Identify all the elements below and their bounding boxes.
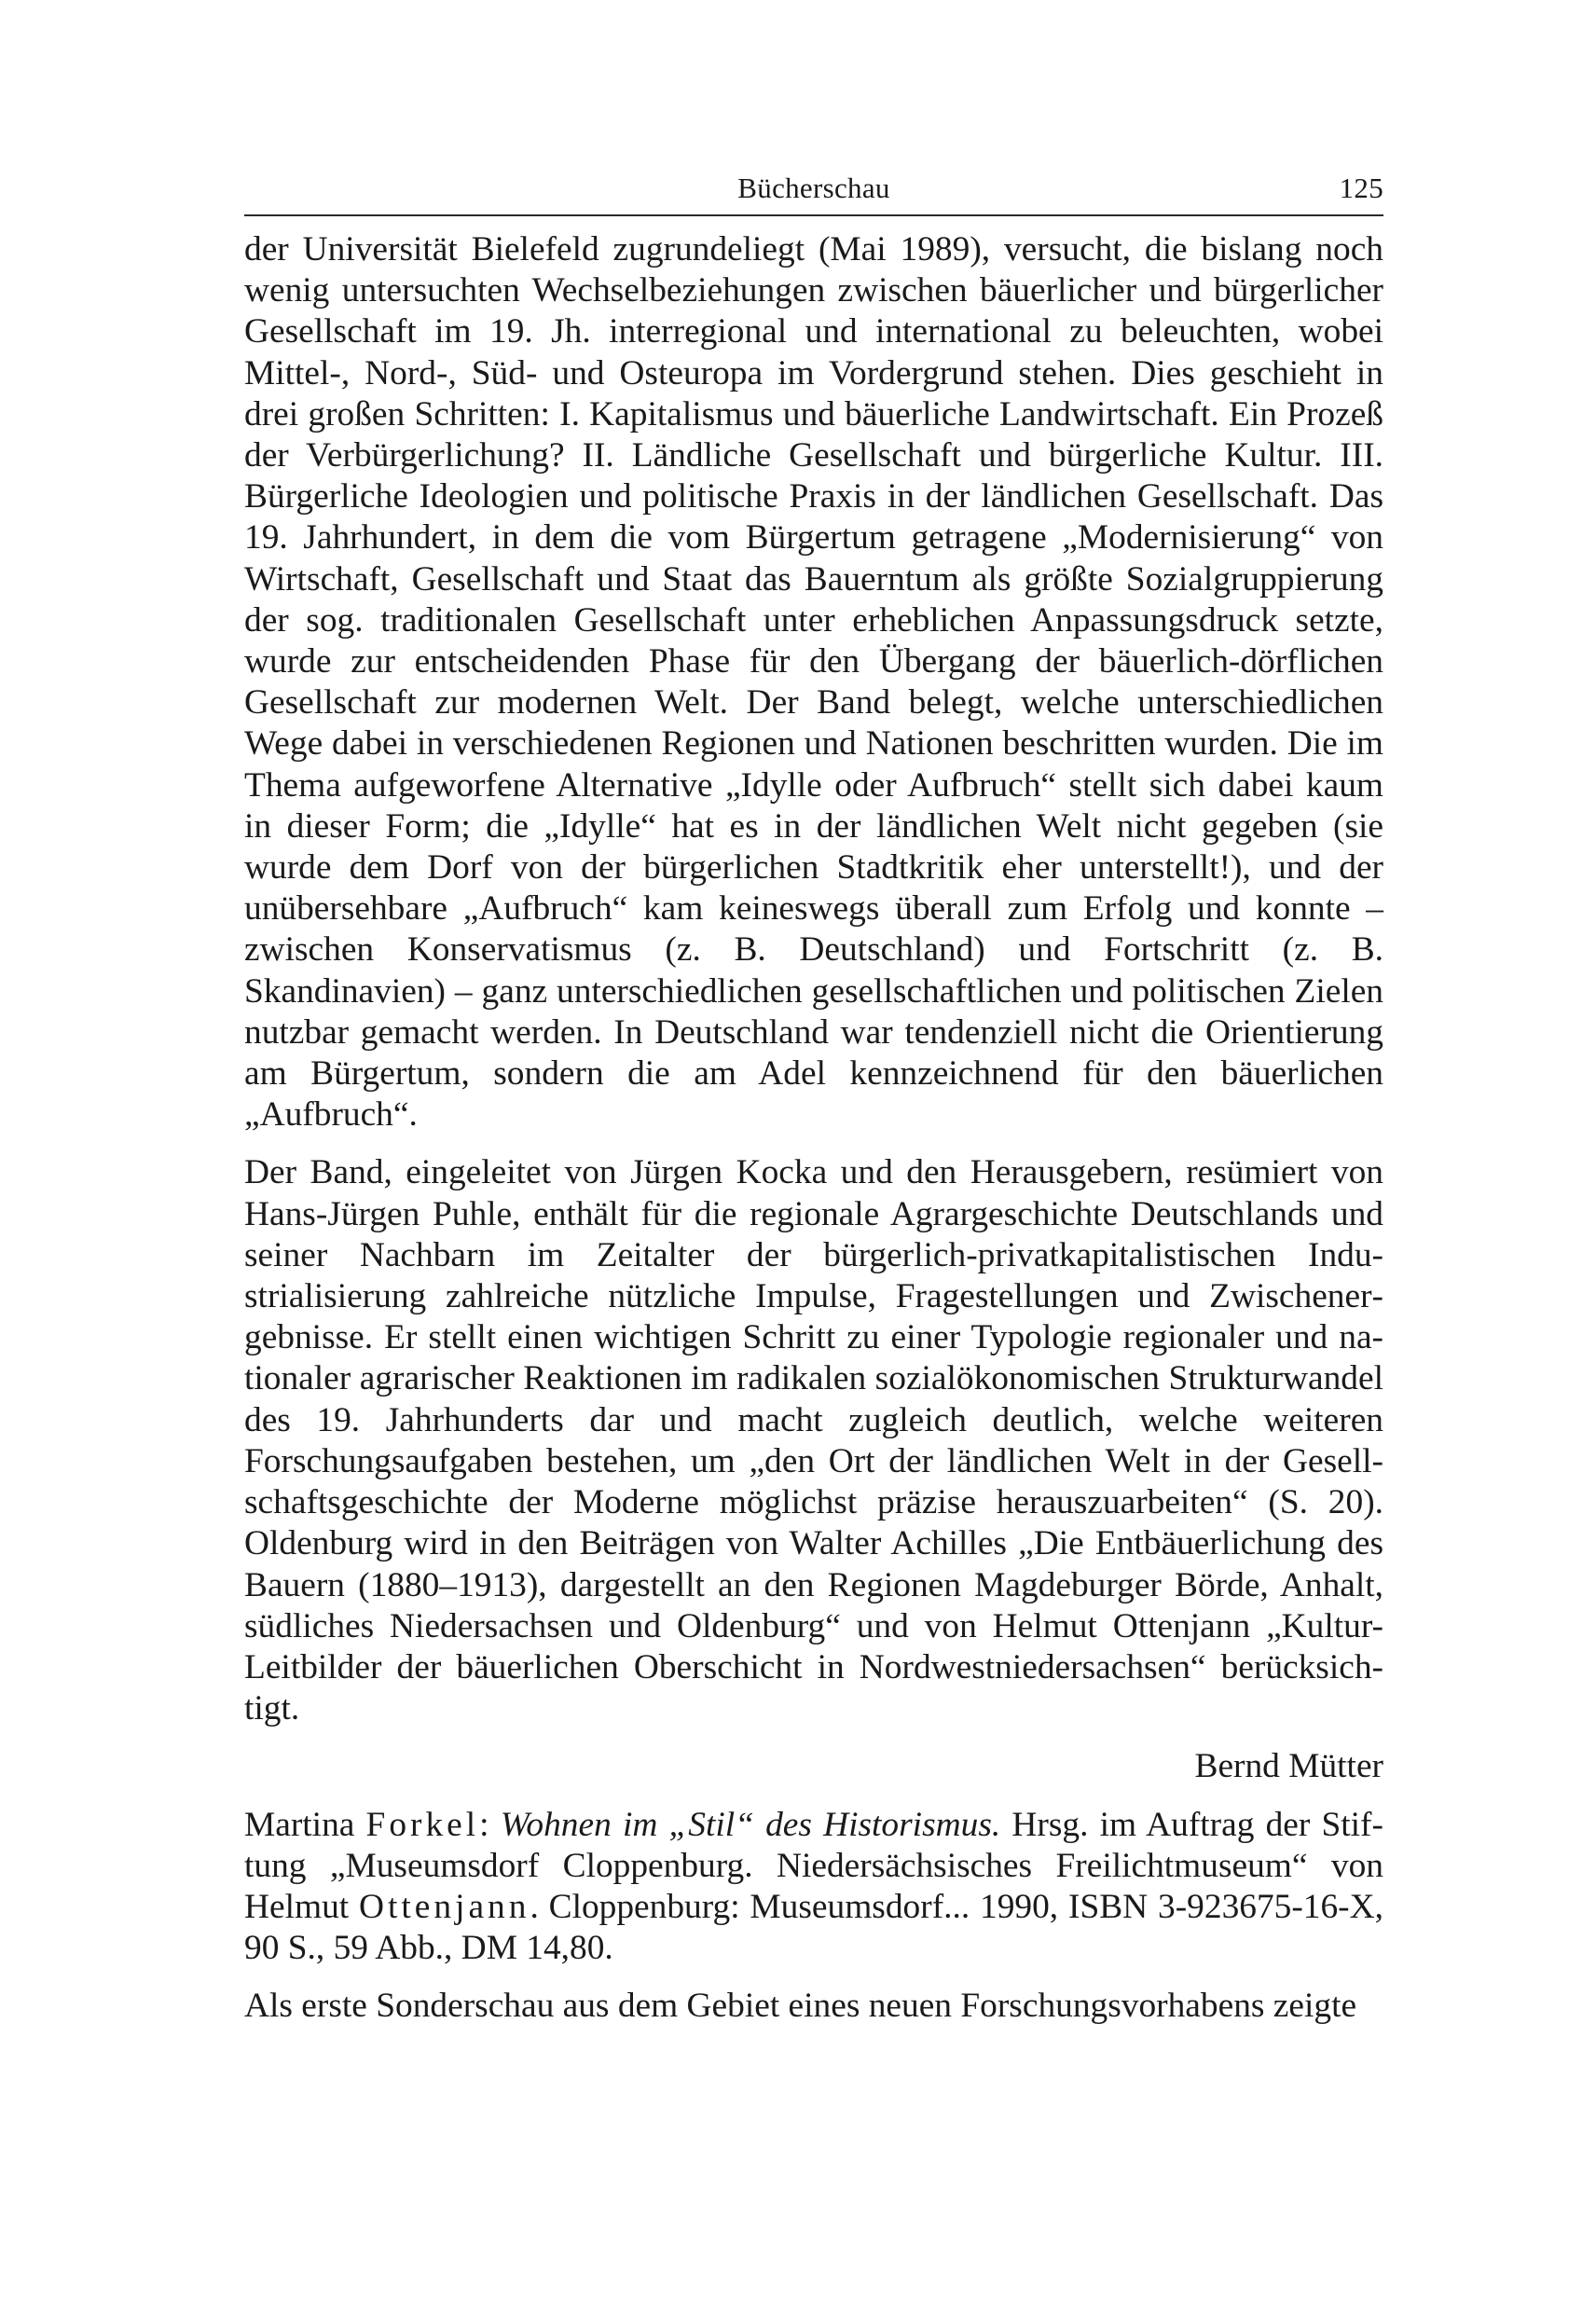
body-text bbox=[244, 229, 1383, 2028]
paragraph-1: der Universität Bielefeld zugrundeliegt (Mai 1989), versucht, die bislang noch wenig untersuchten Wechselbeziehungen zwischen bäuerlicher und bürgerlicher Gesellschaft im 19. Jh. interregional und international zu beleuchten, wobei Mittel-, Nord-, Süd- und Osteuropa im Vordergrund stehen. Dies geschieht in drei großen Schritten: I. Kapitalismus und bäuerliche Landwirtschaft. Ein Prozeß der Verbürgerlichung? II. Ländliche Gesellschaft und bürgerliche Kultur. III. Bürgerliche Ideologien und politische Praxis in der ländlichen Gesellschaft. Das 19. Jahrhundert, in dem die vom Bürgertum getragene „Modernisierung“ von Wirtschaft, Gesellschaft und Staat das Bauerntum als größte Sozialgruppierung der sog. traditionalen Gesellschaft unter erheblichen Anpassungsdruck setzte, wurde zur entscheidenden Phase für den Übergang der bäuerlich-dörflichen Gesellschaft zur modernen Welt. Der Band belegt, welche unterschiedlichen Wege dabei in verschiedenen Regionen und Nationen beschritten wurden. Die im Thema aufgeworfene Alternative „Idylle oder Aufbruch“ stellt sich dabei kaum in dieser Form; die „Idylle“ hat es in der ländlichen Welt nicht gegeben (sie wurde dem Dorf von der bürgerlichen Stadtkritik eher unterstellt!), und der unübersehbare „Aufbruch“ kam keineswegs überall zum Erfolg und konnte – zwischen Konservatismus (z. B. Deutschland) und Fortschritt (z. B. Skandinavien) – ganz unterschiedlichen gesellschaftlichen und politischen Zielen nutzbar gemacht werden. In Deutschland war tendenziell nicht die Orientierung am Bürgertum, sondern die am Adel kennzeichnend für den bäuerlichen „Aufbruch“. bbox=[244, 230, 1383, 1135]
review-author-last: Forkel bbox=[365, 1805, 480, 1844]
review-editor-last: Ottenjann bbox=[359, 1887, 530, 1926]
review-author-first: Martina bbox=[244, 1805, 355, 1844]
paragraph-2: Der Band, eingeleitet von Jürgen Kocka und den Herausgebern, resümiert von Hans-Jürgen Puhle, enthält für die regionale Agrargeschichte Deutschlands und seiner Nachbarn im Zeitalter der bürgerlich-privatkapitalistischen Industrialisierung zahlreiche nützliche Impulse, Fragestellungen und Zwischenergebnisse. Er stellt einen wichtigen Schritt zu einer Typologie regionaler und nationaler agrarischer Reaktionen im radikalen sozialökonomischen Strukturwandel des 19. Jahrhunderts dar und macht zugleich deutlich, welche weiteren Forschungsaufgaben bestehen, um „den Ort der ländlichen Welt in der Gesellschaftsgeschichte der Moderne möglichst präzise herauszuarbeiten“ (S. 20). Oldenburg wird in den Beiträgen von Walter Achilles „Die Entbäuerlichung des Bauern (1880–1913), dargestellt an den Regionen Magdeburger Börde, Anhalt, südliches Niedersachsen und Oldenburg“ und von Helmut Ottenjann „Kultur-Leitbilder der bäuerlichen Oberschicht in Nordwestniedersachsen“ berücksichtigt. bbox=[244, 1153, 1383, 1728]
paragraph-3: Als erste Sonderschau aus dem Gebiet eines neuen Forschungsvorhabens zeigte bbox=[244, 1987, 1357, 2026]
review-book-title: Wohnen im „Stil“ des Historismus. bbox=[500, 1805, 1001, 1844]
running-head-title: Bücherschau bbox=[737, 172, 890, 204]
review-colon: : bbox=[479, 1805, 489, 1844]
running-head bbox=[244, 168, 1383, 216]
review-details-1: Hrsg. im Auftrag der Stiftung „Museumsdorf Cloppenburg. Niedersächsisches Freilichtmuseum“ von Helmut bbox=[244, 1805, 1383, 1926]
review-details-2: . Cloppenburg: Museumsdorf... 1990, ISBN 3-923675-16-X, 90 S., 59 Abb., DM 14,80. bbox=[244, 1887, 1383, 1968]
book-page bbox=[244, 168, 1383, 2028]
page-number: 125 bbox=[1339, 172, 1383, 204]
reviewer-signature: Bernd Mütter bbox=[1194, 1747, 1383, 1786]
review-bibliographic-entry bbox=[244, 1805, 1383, 1970]
